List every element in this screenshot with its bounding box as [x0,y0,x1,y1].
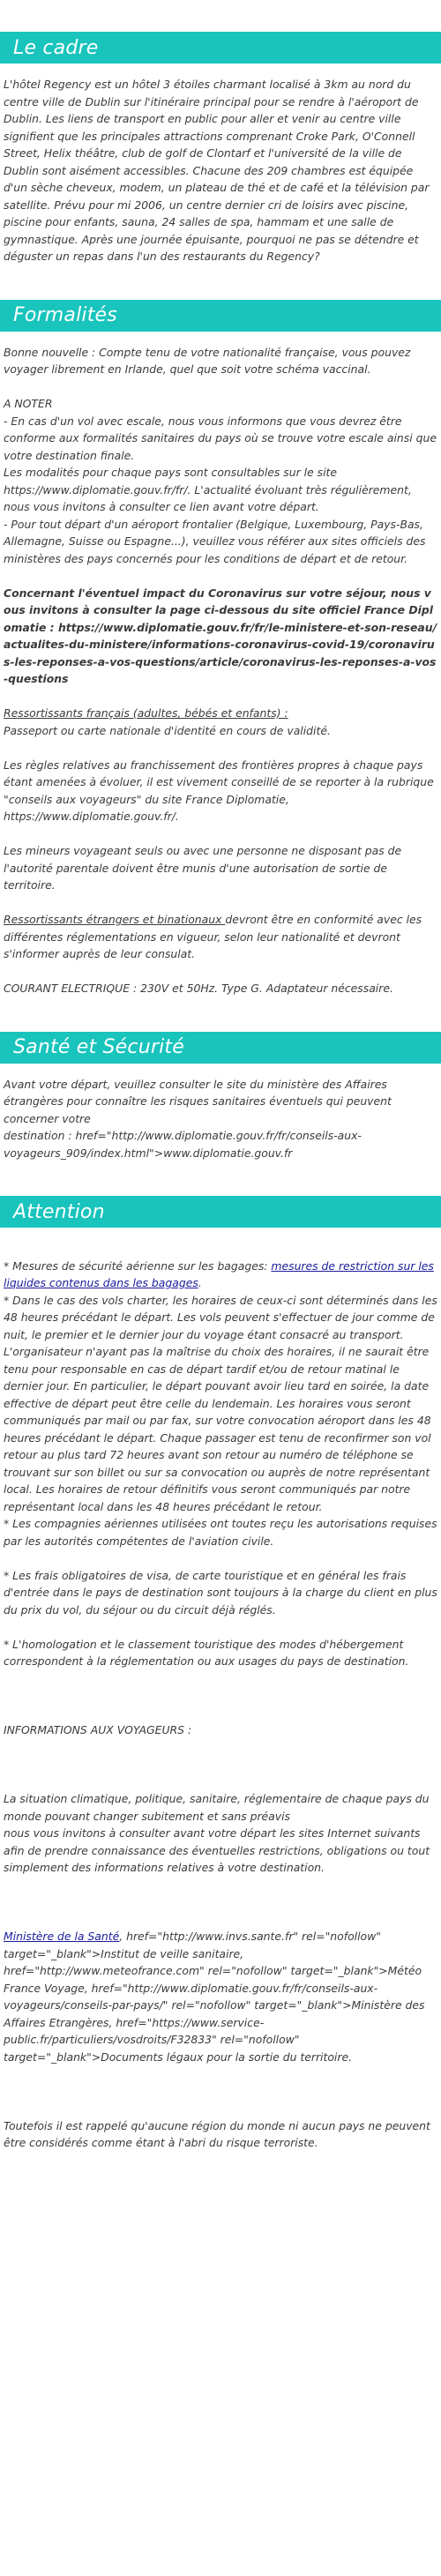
section-header-attention [0,1196,441,1228]
attention-security-intro: * Mesures de sécurité aérienne sur les bagages: [4,1258,272,1273]
ministere-sante-link[interactable]: Ministère de la Santé [4,1930,120,1943]
formalites-foreign-heading: Ressortissants étrangers et binationaux [4,913,226,926]
section-body-formalites [0,344,441,997]
formalites-minors: Les mineurs voyageant seuls ou avec une personne ne disposant pas de l'autorité parentale doivent être munis d'une autorisation de sortie de territoire. [4,844,402,892]
attention-situation: La situation climatique, politique, sanitaire, réglementaire de chaque pays du monde pouvant changer subitement et sans préavis nous vous invitons à consulter avant votre départ les sites Internet suivants afin de prendre connaissance des éventuelles restrictions, obligations ou tout simplement des informations relatives à votre destination. [4,1792,430,1874]
section-title-cadre: Le cadre [13,36,99,59]
section-title-sante: Santé et Sécurité [13,1036,184,1058]
section-body-cadre [0,76,441,265]
liquids-restriction-link[interactable]: mesures de restriction sur les liquides contenus dans les bagages [4,1258,434,1289]
section-header-formalites [0,300,441,332]
attention-info-heading: INFORMATIONS AUX VOYAGEURS : [4,1723,192,1736]
section-title-attention: Attention [13,1200,105,1223]
attention-terrorism: Toutefois il est rappelé qu'aucune région du monde ni aucun pays ne peuvent être considérés comme étant à l'abri du risque terroriste. [4,2118,430,2149]
formalites-french-text: Passeport ou carte nationale d'identité en cours de validité. [4,723,331,737]
formalites-borders: Les règles relatives au franchissement des frontières propres à chaque pays étant amenées à évoluer, il est vivement conseillé de se reporter à la rubrique "conseils aux voyageurs" du site France Diplomatie, https://www.diplomatie.gouv.fr/. [4,758,434,823]
formalites-coronavirus: Concernant l'éventuel impact du Coronavirus sur votre séjour, nous vous invitons à consulter la page ci-dessous du site officiel France Diplomatie : https://www.diplomatie.gouv.fr/fr/le-ministere-et-son-reseau/actualites-du-ministere/informations-coronavirus-covid-19/coronavirus-les-reponses-a-vos-questions/article/coronavirus-les-reponses-a-vos-questions [4,586,437,685]
page [0,32,441,2152]
cadre-description: L'hôtel Regency est un hôtel 3 étoiles charmant localisé à 3km au nord du centre ville de Dublin sur l'itinéraire principal pour se rendre à l'aéroport de Dublin. Les liens de transport en public pour aller et venir au centre ville signifient que les principales attractions comprenant Croke Park, O'Connell Street, Helix théâtre, club de golf de Clontarf et l'université de la ville de Dublin sont aisément accessibles. Chacune des 209 chambres est équipée d'un sèche cheveux, modem, un plateau de thé et de café et la télévision par satellite. Prévu pour mi 2006, un centre dernier cri de loisirs avec piscine, piscine pour enfants, sauna, 24 salles de spa, hammam et une salle de gymnastique. Après une journée épuisante, pourquoi ne pas se détendre et déguster un repas dans l'un des restaurants du Regency? [4,78,430,263]
attention-homologation: * L'homologation et le classement touristique des modes d'hébergement correspondent à la réglementation ou aux usages du pays de destination. [4,1637,409,1668]
formalites-note: A NOTER - En cas d'un vol avec escale, nous vous informons que vous devrez être conforme aux formalités sanitaires du pays où se trouve votre escale ainsi que votre destination finale. Les modalités pour chaque pays sont consultables sur le site https://www.diplomatie.gouv.fr/fr/. L'actualité évoluant très régulièrement, nous vous invitons à consulter ce lien avant votre départ. - Pour tout départ d'un aéroport frontalier (Belgique, Luxembourg, Pays-Bas, Allemagne, Suisse ou Espagne...), veuillez vous référer aux sites officiels des ministères des pays concernés pour les conditions de départ et de retour. [4,397,437,565]
formalites-french-heading: Ressortissants français (adultes, bébés et enfants) : [4,706,288,720]
formalites-foreign-text: devront être en conformité avec les différentes réglementations en vigueur, selon leur nationalité et devront s'informer auprès de leur consulat. [4,913,422,960]
section-header-sante [0,1032,441,1064]
section-header-cadre [0,32,441,63]
section-title-formalites: Formalités [13,304,117,326]
formalites-electric: COURANT ELECTRIQUE : 230V et 50Hz. Type G. Adaptateur nécessaire. [4,982,393,995]
attention-links-text: , href="http://www.invs.sante.fr" rel="nofollow" target="_blank">Institut de veille sanitaire, href="http://www.meteofrance.com" rel="nofollow" target="_blank">Météo France Voyage, href="http://www.diplomatie.gouv.fr/fr/conseils-aux-voyageurs/conseils-par-pays/" rel="nofollow" target="_blank">Ministère des Affaires Etrangères, href="https://www.service-public.fr/particuliers/vosdroits/F32833" rel="nofollow" target="_blank">Documents légaux pour la sortie du territoire. [4,1930,425,2064]
attention-charter-text: . * Dans le cas des vols charter, les horaires de ceux-ci sont déterminés dans les 48 heures précédant le départ. Les vols peuvent s'effectuer de jour comme de nuit, le premier et le dernier jour du voyage étant consacré au transport. L'organisateur n'ayant pas la maîtrise du choix des horaires, il ne saurait être tenu pour responsable en cas de départ tardif et/ou de retour matinal le dernier jour. En particulier, le départ pouvant avoir lieu tard en soirée, la date effective de départ peut être celle du lendemain. Les horaires vous seront communiqués par mail ou par fax, sur votre convocation aéroport dans les 48 heures précédant le départ. Chaque passager est tenu de reconfirmer son vol retour au plus tard 72 heures avant son retour au numéro de téléphone se trouvant sur son billet ou sur sa convocation ou auprès de notre représentant local. Les horaires de retour définitifs vous seront communiqués par notre représentant local dans les 48 heures précédant le retour. * Les compagnies aériennes utilisées ont toutes reçu les autorisations requises par les autorités compétentes de l'aviation civile. [4,1276,437,1548]
attention-visa-fees: * Les frais obligatoires de visa, de carte touristique et en général les frais d'entrée dans le pays de destination sont toujours à la charge du client en plus du prix du vol, du séjour ou du circuit déjà réglés. [4,1568,437,1617]
sante-text: Avant votre départ, veuillez consulter le site du ministère des Affaires étrangères pour connaître les risques sanitaires éventuels qui peuvent concerner votre destination : href="http://www.diplomatie.gouv.fr/fr/conseils-aux-voyageurs_909/index.html">www.diplomatie.gouv.fr [4,1077,392,1160]
formalites-good-news: Bonne nouvelle : Compte tenu de votre nationalité française, vous pouvez voyager librement en Irlande, quel que soit votre schéma vaccinal. [4,345,411,376]
section-body-attention [0,1240,441,2152]
section-body-sante [0,1076,441,1162]
